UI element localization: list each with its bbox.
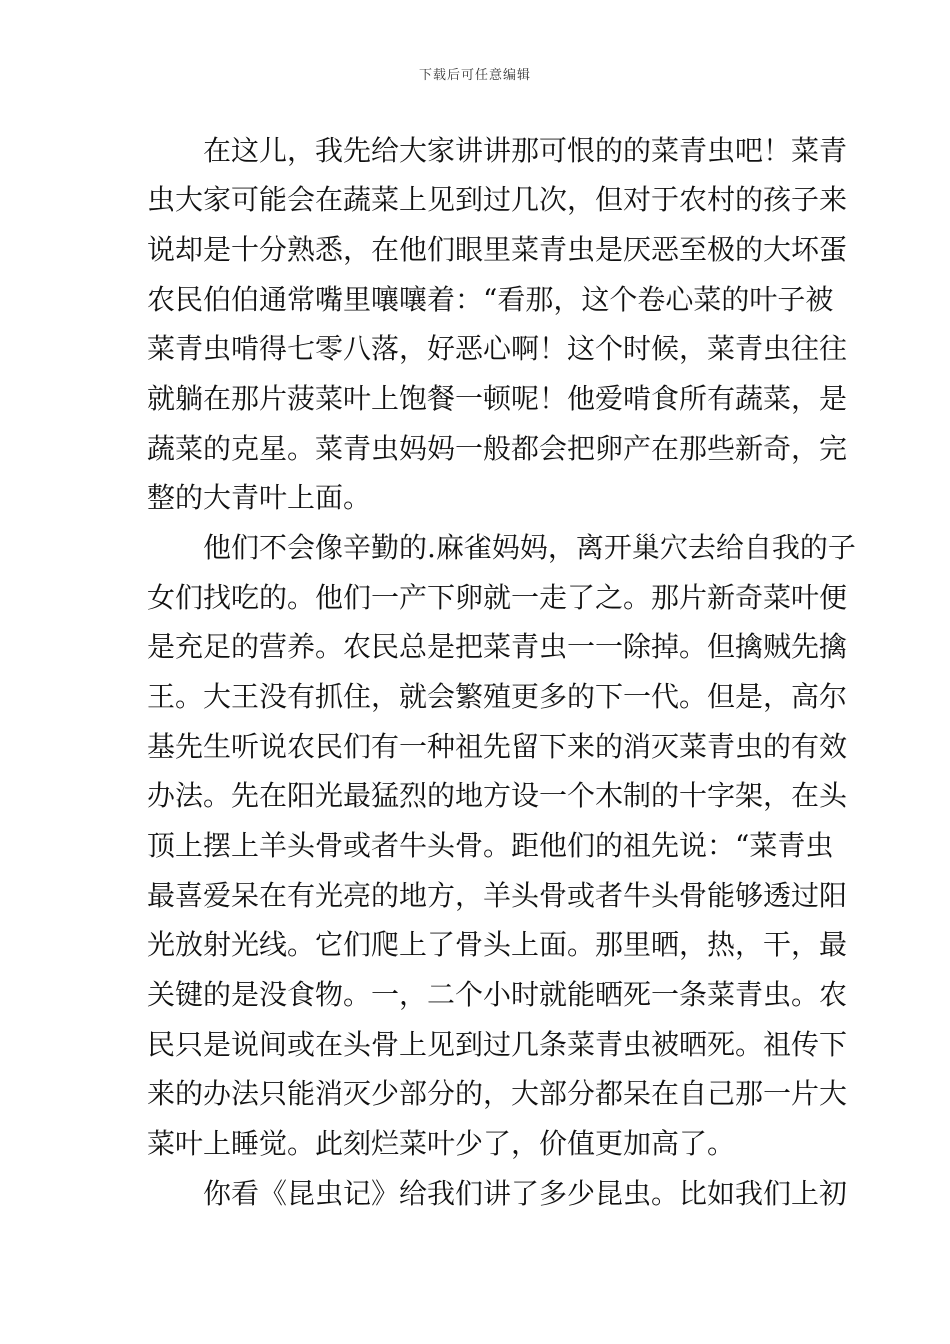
text-line: 虫大家可能会在蔬菜上见到过几次，但对于农村的孩子来 [147,183,848,216]
text-line: 顶上摆上羊头骨或者牛头骨。距他们的祖先说：“菜青虫 [147,829,834,862]
text-line: 是充足的营养。农民总是把菜青虫一一除掉。但擒贼先擒 [147,630,848,663]
text-line: 农民伯伯通常嘴里嚷嚷着：“看那，这个卷心菜的叶子被 [147,283,834,316]
page-header: 下载后可任意编辑 [418,68,531,83]
text-line: 他们不会像辛勤的.麻雀妈妈，离开巢穴去给自我的子 [147,531,856,564]
text-line: 关键的是没食物。一，二个小时就能晒死一条菜青虫。农 [147,978,848,1011]
text-line: 基先生听说农民们有一种祖先留下来的消灭菜青虫的有效 [147,730,848,763]
text-line: 你看《昆虫记》给我们讲了多少昆虫。比如我们上初 [147,1177,848,1210]
text-line: 就躺在那片菠菜叶上饱餐一顿呢！他爱啃食所有蔬菜，是 [147,382,848,415]
text-line: 民只是说间或在头骨上见到过几条菜青虫被晒死。祖传下 [147,1028,848,1061]
text-line: 蔬菜的克星。菜青虫妈妈一般都会把卵产在那些新奇，完 [147,432,848,465]
text-line: 菜青虫啃得七零八落，好恶心啊！这个时候，菜青虫往往 [147,332,848,365]
text-line: 在这儿，我先给大家讲讲那可恨的的菜青虫吧！菜青 [147,134,848,167]
text-line: 女们找吃的。他们一产下卵就一走了之。那片新奇菜叶便 [147,581,848,614]
text-line: 最喜爱呆在有光亮的地方，羊头骨或者牛头骨能够透过阳 [147,879,848,912]
text-line: 来的办法只能消灭少部分的，大部分都呆在自己那一片大 [147,1077,848,1110]
text-line: 说却是十分熟悉，在他们眼里菜青虫是厌恶至极的大坏蛋 [147,233,848,266]
text-line: 光放射光线。它们爬上了骨头上面。那里晒，热，干，最 [147,928,848,961]
text-line: 整的大青叶上面。 [147,481,372,514]
text-line: 菜叶上睡觉。此刻烂菜叶少了，价值更加高了。 [147,1127,736,1160]
text-line: 办法。先在阳光最猛烈的地方设一个木制的十字架，在头 [147,779,848,812]
text-line: 王。大王没有抓住，就会繁殖更多的下一代。但是，高尔 [147,680,848,713]
